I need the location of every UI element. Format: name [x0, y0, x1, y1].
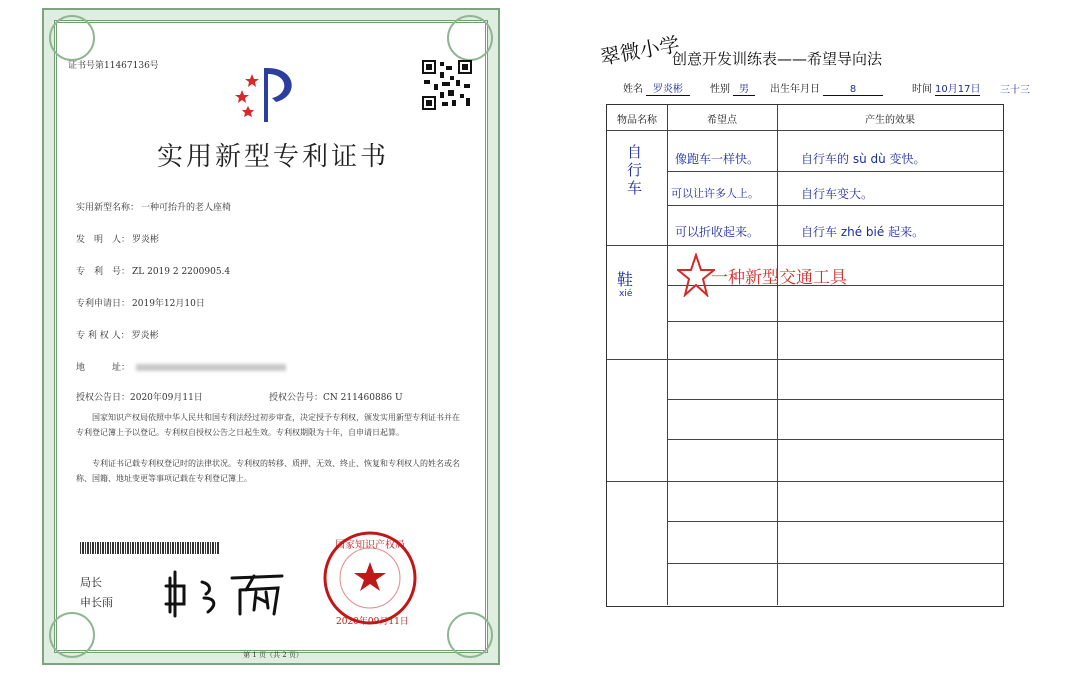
seal-date: 2020年09月11日	[336, 617, 409, 627]
table-row-line	[667, 521, 1003, 522]
table-row-line	[667, 321, 1003, 322]
field-gender: 性别 男	[710, 80, 755, 96]
table-col-line	[667, 105, 668, 605]
patent-certificate	[42, 8, 500, 665]
barcode-icon	[80, 542, 220, 554]
ornament-corner	[447, 15, 493, 61]
field-application-date: 专利申请日： 2019年12月10日	[76, 299, 205, 309]
header-item-name: 物品名称	[617, 115, 657, 126]
table-row-line	[607, 130, 1003, 131]
page-number: 第 1 页（共 2 页）	[243, 651, 303, 659]
table-col-line	[777, 105, 778, 605]
field-address: 地 址：	[76, 360, 286, 373]
table-row-line	[607, 359, 1003, 360]
certificate-number: 证书号第11467136号	[68, 61, 159, 71]
qr-code-icon	[422, 60, 472, 110]
field-patentee: 专 利 权 人： 罗炎彬	[76, 331, 159, 341]
item-shoe: 鞋	[617, 270, 634, 289]
ornament-corner	[49, 15, 95, 61]
star-mark-icon	[677, 253, 715, 297]
header-hope-point: 希望点	[707, 115, 737, 126]
grant-date: 授权公告日：2020年09月11日	[76, 393, 203, 403]
grant-number: 授权公告号：CN 211460886 U	[269, 393, 403, 403]
redacted-address	[136, 364, 286, 371]
seal-text: 国家知识产权局	[335, 540, 405, 551]
table-row-line	[607, 245, 1003, 246]
field-inventor: 发 明 人： 罗炎彬	[76, 235, 160, 245]
field-time: 时间 10月17日	[912, 80, 980, 96]
hope-table	[606, 104, 1004, 607]
field-patent-number: 专 利 号： ZL 2019 2 2200905.4	[76, 267, 231, 277]
grade-handwritten: 三十三	[1000, 85, 1030, 96]
field-birth: 出生年月日 8	[770, 80, 883, 96]
table-row-line	[667, 399, 1003, 400]
certificate-title: 实用新型专利证书	[156, 142, 389, 172]
effect-row-2: 自行车变大。	[801, 187, 874, 201]
table-row-line	[667, 205, 1003, 206]
table-row-line	[667, 171, 1003, 172]
form-title: 创意开发训练表——希望导向法	[672, 50, 883, 68]
item-shoe-pinyin: xié	[619, 289, 633, 299]
new-idea-text: 一种新型交通工具	[711, 268, 847, 288]
director-name: 申长雨	[80, 596, 113, 609]
field-name: 姓名 罗炎彬	[623, 80, 690, 96]
effect-row-1: 自行车的 sù dù 变快。	[801, 152, 926, 166]
official-seal	[322, 530, 418, 626]
table-row-line	[667, 563, 1003, 564]
hope-row-3: 可以折收起来。	[675, 225, 760, 239]
certificate-paragraph-1: 国家知识产权局依照中华人民共和国专利法经过初步审查，决定授予专利权，颁发实用新型专利证书并在专利登记簿上予以登记。专利权自授权公告之日起生效。专利权期限为十年，自申请日起算。	[76, 413, 460, 437]
header-effect: 产生的效果	[865, 115, 915, 126]
item-bicycle: 自行车	[627, 143, 643, 197]
hope-row-2: 可以让许多人上。	[671, 187, 759, 200]
effect-row-3: 自行车 zhé bié 起来。	[801, 225, 925, 239]
certificate-paragraph-2: 专利证书记载专利权登记时的法律状况。专利权的转移、质押、无效、终止、恢复和专利权人的姓名或名称、国籍、地址变更等事项记载在专利登记簿上。	[76, 459, 460, 483]
director-signature	[162, 568, 312, 618]
field-utility-model-name: 实用新型名称： 一种可抬升的老人座椅	[76, 203, 232, 213]
cnipa-logo-icon	[234, 62, 304, 124]
table-row-line	[607, 481, 1003, 482]
svg-text:翠微小学: 翠微小学	[598, 31, 682, 70]
hope-row-1: 像跑车一样快。	[675, 152, 760, 166]
director-title: 局长	[80, 576, 102, 589]
table-row-line	[667, 439, 1003, 440]
